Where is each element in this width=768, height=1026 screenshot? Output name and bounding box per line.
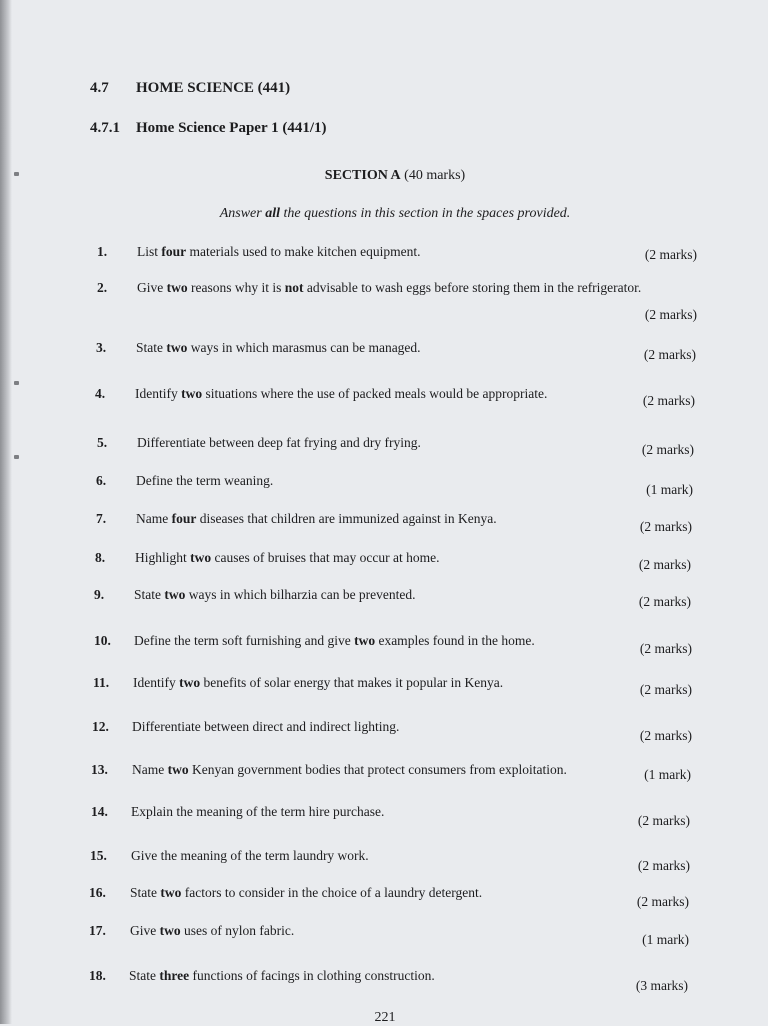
- question-marks: (1 mark): [646, 482, 693, 497]
- question-text: Identify two benefits of solar energy that makes it popular in Kenya.: [133, 675, 504, 690]
- section-marks: (40 marks): [404, 168, 466, 183]
- question-marks: (2 marks): [643, 347, 696, 362]
- question-text: Give two reasons why it is not advisable to wash eggs before storing them in the refrigerator.: [137, 280, 642, 295]
- question-number: 12.: [92, 719, 109, 734]
- question-text: Name four diseases that children are immunized against in Kenya.: [136, 511, 497, 526]
- question-number: 16.: [89, 885, 106, 900]
- question-text: State two ways in which marasmus can be managed.: [136, 340, 421, 355]
- question-marks: (3 marks): [635, 978, 688, 993]
- question-marks: (1 mark): [644, 767, 691, 782]
- question-text: State two factors to consider in the choice of a laundry detergent.: [130, 885, 483, 900]
- question-number: 10.: [94, 633, 111, 648]
- question-number: 8.: [95, 550, 106, 565]
- heading-number: 4.7: [90, 80, 109, 96]
- question-number: 3.: [96, 340, 107, 355]
- question-marks: (2 marks): [639, 641, 692, 656]
- subheading-title: Home Science Paper 1 (441/1): [136, 120, 327, 136]
- question-number: 6.: [96, 473, 107, 488]
- question-marks: (2 marks): [644, 307, 697, 322]
- question-number: 13.: [91, 762, 108, 777]
- heading-title: HOME SCIENCE (441): [136, 80, 291, 96]
- instruction-emphasis: all: [265, 206, 280, 221]
- question-text: State two ways in which bilharzia can be prevented.: [134, 587, 416, 602]
- question-text: Give two uses of nylon fabric.: [130, 923, 295, 938]
- question-marks: (2 marks): [641, 442, 694, 457]
- question-number: 18.: [89, 968, 106, 983]
- question-text: Highlight two causes of bruises that may occur at home.: [135, 550, 440, 565]
- instruction-text: Answer: [219, 206, 266, 221]
- question-marks: (2 marks): [637, 858, 690, 873]
- question-number: 9.: [94, 587, 105, 602]
- question-marks: (2 marks): [637, 813, 690, 828]
- question-marks: (2 marks): [636, 894, 689, 909]
- question-text: State three functions of facings in clothing construction.: [129, 968, 435, 983]
- question-marks: (1 mark): [642, 932, 689, 947]
- question-number: 1.: [97, 244, 108, 259]
- question-text: Differentiate between direct and indirect lighting.: [132, 719, 400, 734]
- question-marks: (2 marks): [644, 247, 697, 262]
- section-name: SECTION A: [324, 168, 401, 183]
- section-instruction: [0, 206, 768, 222]
- question-number: 17.: [89, 923, 106, 938]
- question-text: Name two Kenyan government bodies that protect consumers from exploitation.: [132, 762, 567, 777]
- question-number: 5.: [97, 435, 108, 450]
- question-marks: (2 marks): [639, 519, 692, 534]
- section-title: [0, 168, 768, 184]
- question-marks: (2 marks): [638, 557, 691, 572]
- heading-subject: [90, 80, 290, 97]
- question-marks: (2 marks): [638, 594, 691, 609]
- question-text: Give the meaning of the term laundry work.: [131, 848, 369, 863]
- question-marks: (2 marks): [639, 682, 692, 697]
- question-text: Identify two situations where the use of packed meals would be appropriate.: [135, 386, 548, 401]
- question-number: 7.: [96, 511, 107, 526]
- question-number: 4.: [95, 386, 106, 401]
- question-number: 14.: [91, 804, 108, 819]
- heading-paper: [90, 120, 327, 137]
- question-text: Define the term weaning.: [136, 473, 274, 488]
- instruction-text: the questions in this section in the spaces provided.: [279, 206, 571, 221]
- page-number: 221: [374, 1010, 396, 1025]
- question-text: List four materials used to make kitchen equipment.: [137, 244, 421, 259]
- question-number: 11.: [93, 675, 110, 690]
- question-text: Differentiate between deep fat frying and dry frying.: [137, 435, 421, 450]
- question-text: Explain the meaning of the term hire purchase.: [131, 804, 385, 819]
- question-marks: (2 marks): [639, 728, 692, 743]
- question-number: 15.: [90, 848, 107, 863]
- question-marks: (2 marks): [642, 393, 695, 408]
- question-number: 2.: [97, 280, 108, 295]
- question-text: Define the term soft furnishing and give two examples found in the home.: [134, 633, 535, 648]
- subheading-number: 4.7.1: [90, 120, 120, 136]
